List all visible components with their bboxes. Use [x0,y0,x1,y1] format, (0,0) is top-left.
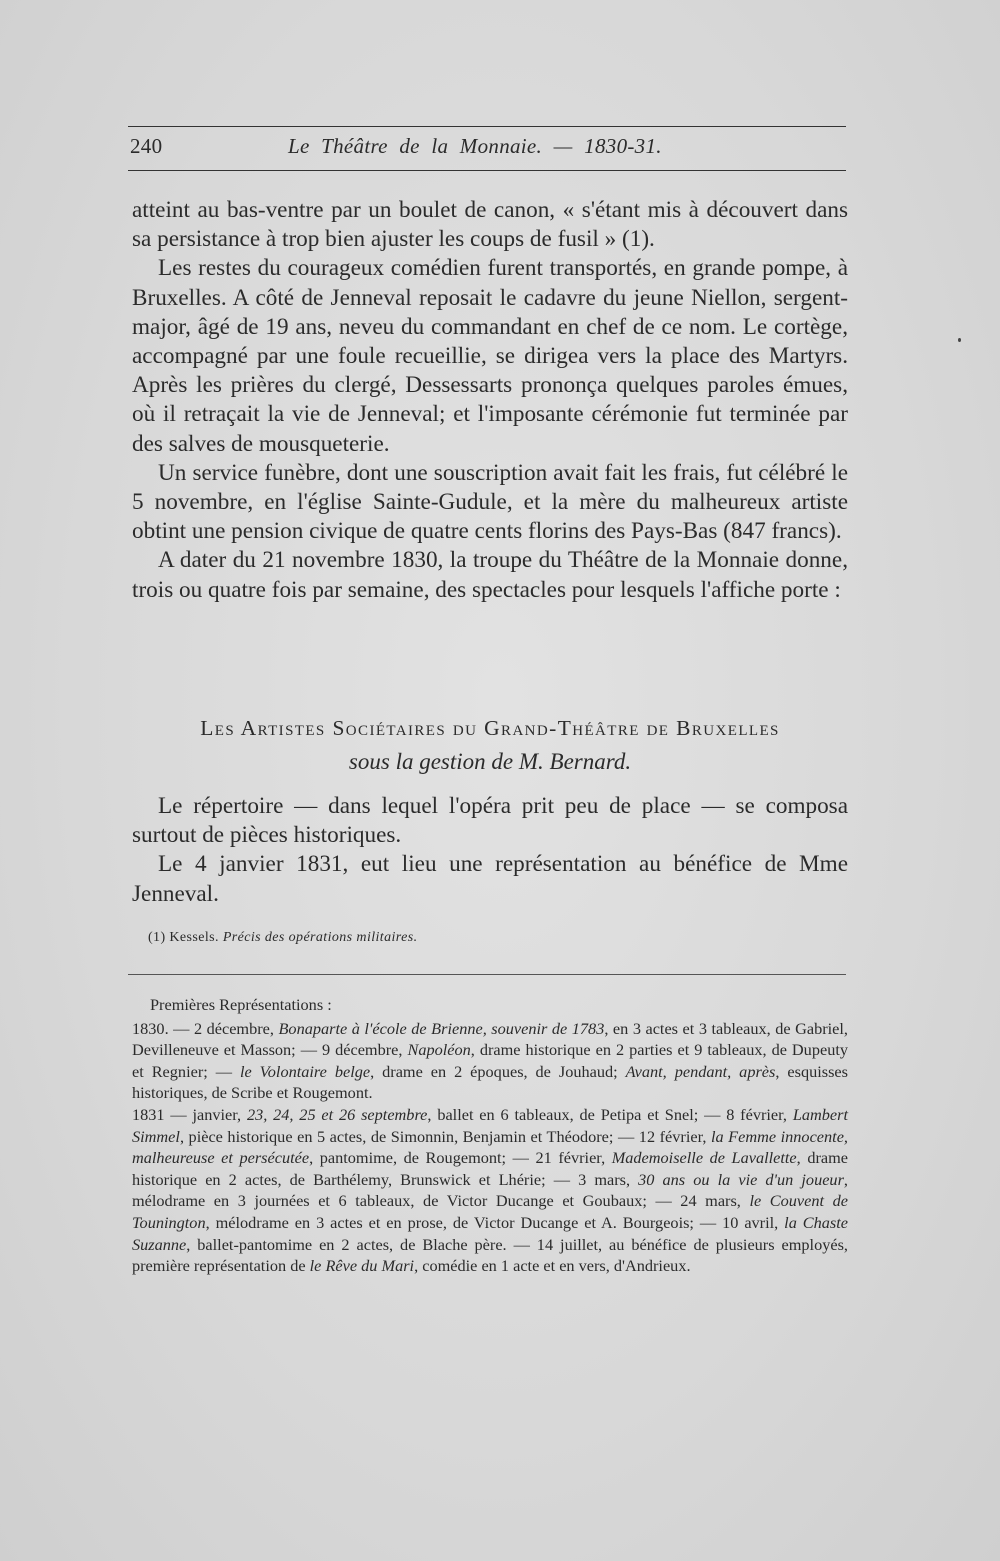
work-title: Napoléon [407,1040,471,1060]
work-title: la Femme innocente, malheureuse et persécutée [132,1126,848,1168]
work-title: Lambert Simmel [132,1104,848,1146]
poster-line-2: sous la gestion de M. Bernard. [348,749,632,774]
paragraph-5: Le répertoire — dans lequel l'opéra prit peu de place — se composa surtout de pièces historiques. [132,793,848,849]
annex-text: , mélodrame en 3 actes et en prose, de Victor Ducange et A. Bourgeois; — 10 avril, [205,1212,785,1232]
work-title: le Volontaire belge [239,1061,371,1081]
work-title: le Rêve du Mari [309,1256,415,1276]
annex-text: , pièce historique en 5 actes, de Simonnin, Benjamin et Théodore; — 12 février, [179,1126,711,1146]
work-title: 30 ans ou la vie d'un joueur [638,1169,844,1189]
paper-speck [958,338,961,342]
annex-text: , mélodrame en 3 journées et 6 tableaux, de Victor Ducange et Goubaux; — 24 mars, [132,1169,848,1211]
annex-text: , ballet en 6 tableaux, de Petipa et Snel; — 8 février, [427,1104,793,1124]
main-text [132,196,848,605]
work-title: 23, 24, 25 et 26 septembre [246,1104,428,1124]
annex-entry-1831 [132,1104,848,1277]
annex-text: , ballet-pantomime en 2 actes, de Blache père. — 14 juillet, au bénéfice de plusieurs employés, première représentation de [132,1234,848,1276]
paragraph-6: Le 4 janvier 1831, eut lieu une représentation au bénéfice de Mme Jenneval. [132,851,848,907]
annex-text: , drame historique en 2 parties et 9 tableaux, de Dupeuty et Regnier; — [132,1040,848,1081]
running-title: Le Théâtre de la Monnaie. — 1830-31. [288,134,662,158]
footnote [148,930,417,946]
annex-text: 1831 — janvier, [132,1104,247,1124]
footnote-title: Précis des opérations militaires. [222,930,418,945]
annex-text: , drame historique en 2 actes, de Barthélemy, Brunswick et Lhérie; — 3 mars, [132,1148,848,1189]
annex-rule [128,974,846,975]
header-top-rule [128,126,846,127]
annex-heading: Premières Représentations : [150,995,332,1014]
page-number: 240 [130,134,163,158]
work-title: la Chaste Suzanne [132,1212,848,1254]
work-title: Avant, pendant, après [625,1061,776,1081]
work-title: Bonaparte à l'école de Brienne, souvenir de 1783 [278,1018,605,1038]
annex-text: , comédie en 1 acte et en vers, d'Andrieux. [414,1256,691,1276]
paragraph-2: Les restes du courageux comédien furent transportés, en grande pompe, à Bruxelles. A côté de Jenneval reposait le cadavre du jeune Niellon, sergent-major, âgé de 19 ans, neveu du commandant en chef de ce nom. Le cortège, accompagné par une foule recueillie, se dirigea vers la place des Martyrs. Après les prières du clergé, Dessessarts prononça quelques paroles émues, où il retraçait la vie de Jenneval; et l'imposante cérémonie fut terminée par des salves de mousqueterie. [132,255,848,457]
paragraph-3: Un service funèbre, dont une souscription avait fait les frais, fut célébré le 5 novembre, en l'église Sainte-Gudule, et la mère du malheureux artiste obtint une pension civique de quatre cents florins des Pays-Bas (847 francs). [132,459,848,545]
annex-text: , en 3 actes et 3 tableaux, de Gabriel, Devilleneuve et Masson; — 9 décembre, [132,1018,848,1060]
paragraph-4: A dater du 21 novembre 1830, la troupe du Théâtre de la Monnaie donne, trois ou quatre fois par semaine, des spectacles pour lesquels l'affiche porte : [132,547,848,603]
annex-text: , drame en 2 époques, de Jouhaud; [370,1061,626,1081]
work-title: le Couvent de Tounington [132,1191,848,1232]
footnote-marker: (1) Kessels. [148,930,219,945]
work-title: Mademoiselle de Lavallette [611,1148,797,1168]
annex-text: 1830. — 2 décembre, [132,1018,279,1038]
premieres-list [132,994,848,1277]
annex-text: , esquisses historiques, de Scribe et Rougemont. [132,1061,848,1103]
running-header [128,132,846,166]
poster-quote [132,712,848,778]
annex-entry-1830 [132,1018,848,1104]
header-bottom-rule [128,170,846,171]
annex-text: , pantomime, de Rougemont; — 21 février, [309,1148,612,1168]
paragraph-1: atteint au bas-ventre par un boulet de canon, « s'étant mis à découvert dans sa persistance à trop bien ajuster les coups de fusil » (1). [132,197,848,253]
main-text-continued [132,792,848,909]
poster-line-1: Les Artistes Sociétaires du Grand-Théâtre de Bruxelles [200,716,780,740]
